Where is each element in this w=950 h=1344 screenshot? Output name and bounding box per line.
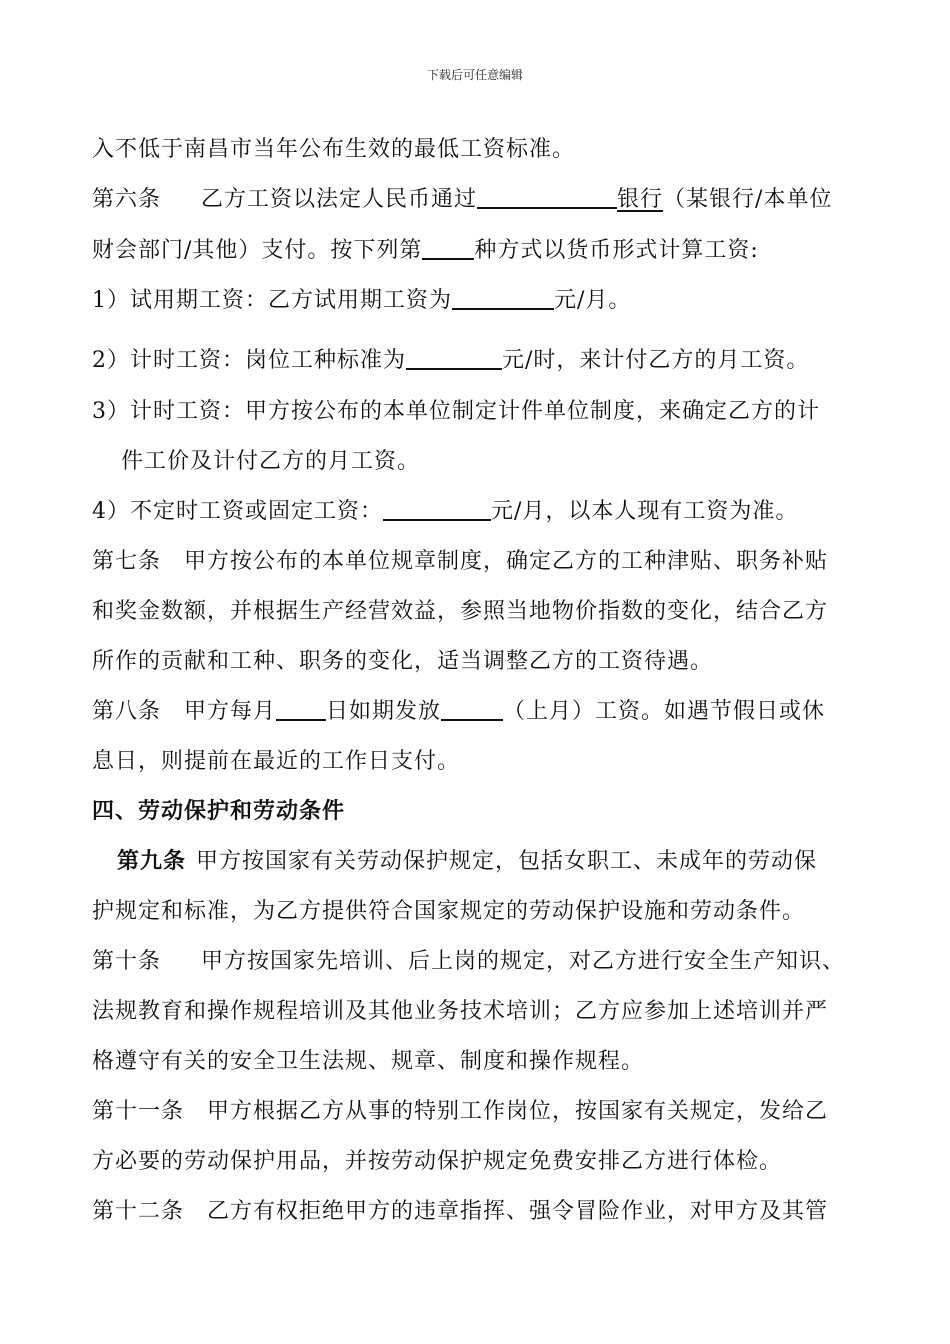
line-text: 护规定和标准，为乙方提供符合国家规定的劳动保护设施和劳动条件。 bbox=[92, 899, 806, 924]
line-text: 第十二条 乙方有权拒绝甲方的违章指挥、强令冒险作业，对甲方及其管 bbox=[92, 1199, 829, 1224]
line-text: 元/月，以本人现有工资为准。 bbox=[491, 499, 799, 524]
text-line bbox=[92, 236, 759, 266]
line-text: 日如期发放 bbox=[326, 699, 442, 724]
text-line bbox=[92, 897, 805, 927]
article-7-line bbox=[92, 547, 828, 577]
article-label: 第十条 bbox=[92, 949, 162, 974]
line-text: 第八条 甲方每月 bbox=[92, 699, 277, 724]
line-text: 入不低于南昌市当年公布生效的最低工资标准。 bbox=[92, 137, 576, 162]
article-8-line bbox=[92, 697, 825, 727]
text-line bbox=[92, 647, 713, 677]
line-text: 件工价及计付乙方的月工资。 bbox=[121, 449, 421, 474]
hourly-wage-blank[interactable] bbox=[406, 346, 502, 370]
article-12-line bbox=[92, 1197, 828, 1227]
section-heading bbox=[92, 797, 345, 827]
pay-period-blank[interactable] bbox=[441, 697, 503, 721]
line-text: 4）不定时工资或固定工资： bbox=[92, 499, 383, 524]
article-6-line bbox=[92, 185, 832, 215]
text-line bbox=[92, 1147, 782, 1177]
article-11-line bbox=[92, 1097, 828, 1127]
line-text: 3）计时工资：甲方按公布的本单位制定计件单位制度，来确定乙方的计 bbox=[92, 399, 820, 424]
line-text: 第十一条 甲方根据乙方从事的特别工作岗位，按国家有关规定，发给乙 bbox=[92, 1099, 829, 1124]
line-text: （某银行/本单位 bbox=[663, 187, 833, 212]
line-text: 方必要的劳动保护用品，并按劳动保护规定免费安排乙方进行体检。 bbox=[92, 1149, 783, 1174]
line-text: 第七条 甲方按公布的本单位规章制度，确定乙方的工种津贴、职务补贴 bbox=[92, 549, 829, 574]
wage-item-1 bbox=[92, 286, 631, 316]
line-text: 元/时，来计付乙方的月工资。 bbox=[502, 348, 810, 373]
line-text: 甲方按国家有关劳动保护规定，包括女职工、未成年的劳动保 bbox=[196, 849, 818, 874]
line-text: 2）计时工资：岗位工种标准为 bbox=[92, 348, 406, 373]
bank-name-blank[interactable] bbox=[477, 185, 617, 209]
line-text: 1）试用期工资：乙方试用期工资为 bbox=[92, 288, 452, 313]
page-header-note: 下载后可任意编辑 bbox=[426, 68, 523, 82]
article-label: 第九条 bbox=[117, 849, 187, 874]
fixed-wage-blank[interactable] bbox=[383, 497, 491, 521]
wage-item-4 bbox=[92, 497, 798, 527]
text-line bbox=[92, 997, 828, 1027]
wage-item-2 bbox=[92, 346, 809, 376]
text-line bbox=[92, 597, 828, 627]
text-line bbox=[92, 1047, 644, 1077]
text-line bbox=[92, 135, 575, 165]
line-text: 和奖金数额，并根据生产经营效益，参照当地物价指数的变化，结合乙方 bbox=[92, 599, 829, 624]
wage-item-3 bbox=[92, 397, 820, 427]
section-title: 四、劳动保护和劳动条件 bbox=[92, 799, 346, 824]
article-9-line bbox=[117, 847, 817, 877]
line-text: 法规教育和操作规程培训及其他业务技术培训；乙方应参加上述培训并严 bbox=[92, 999, 829, 1024]
pay-day-blank[interactable] bbox=[276, 697, 326, 721]
line-text: 种方式以货币形式计算工资: bbox=[474, 238, 759, 263]
line-text: 财会部门/其他）支付。按下列第 bbox=[92, 238, 423, 263]
article-10-line bbox=[92, 947, 845, 977]
method-number-blank[interactable] bbox=[422, 236, 474, 260]
line-text: 格遵守有关的安全卫生法规、规章、制度和操作规程。 bbox=[92, 1049, 645, 1074]
line-text: 息日，则提前在最近的工作日支付。 bbox=[92, 749, 461, 774]
line-text: （上月）工资。如遇节假日或休 bbox=[503, 699, 826, 724]
line-text: 所作的贡献和工种、职务的变化，适当调整乙方的工资待遇。 bbox=[92, 649, 714, 674]
line-text: 元/月。 bbox=[554, 288, 632, 313]
line-text: 乙方工资以法定人民币通过 bbox=[201, 187, 478, 212]
text-line bbox=[92, 747, 460, 777]
bank-word: 银行 bbox=[617, 187, 664, 212]
line-text: 甲方按国家先培训、后上岗的规定，对乙方进行安全生产知识、 bbox=[201, 949, 846, 974]
text-line bbox=[121, 447, 420, 477]
article-label: 第六条 bbox=[92, 187, 162, 212]
probation-wage-blank[interactable] bbox=[452, 286, 554, 310]
